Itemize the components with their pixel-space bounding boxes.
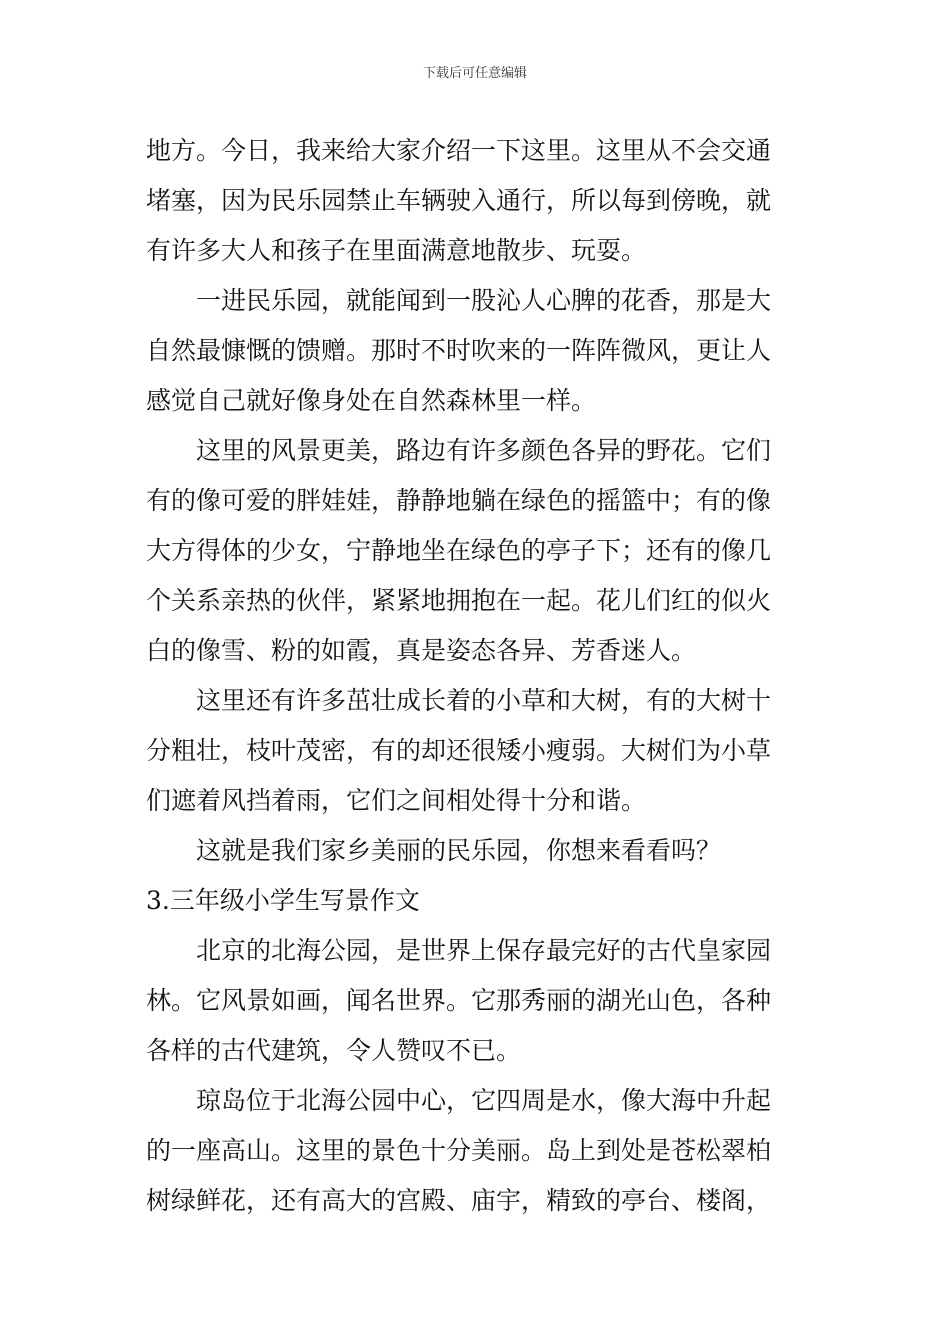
text-line: 这里的风景更美，路边有许多颜色各异的野花。它们	[196, 436, 772, 465]
text-line: 堵塞，因为民乐园禁止车辆驶入通行，所以每到傍晚，就	[146, 186, 772, 215]
text-line: 自然最慷慨的馈赠。那时不时吹来的一阵阵微风，更让人	[146, 336, 772, 365]
text-line: 大方得体的少女，宁静地坐在绿色的亭子下；还有的像几	[146, 536, 772, 565]
text-line: 有许多大人和孩子在里面满意地散步、玩耍。	[146, 236, 647, 265]
text-line: 这就是我们家乡美丽的民乐园，你想来看看吗？	[196, 836, 722, 865]
text-line: 白的像雪、粉的如霞，真是姿态各异、芳香迷人。	[146, 636, 697, 665]
text-line: 分粗壮，枝叶茂密，有的却还很矮小瘦弱。大树们为小草	[146, 736, 772, 765]
text-line: 的一座高山。这里的景色十分美丽。岛上到处是苍松翠柏	[146, 1136, 772, 1165]
text-line: 地方。今日，我来给大家介绍一下这里。这里从不会交通	[146, 136, 772, 165]
text-line: 琼岛位于北海公园中心，它四周是水，像大海中升起	[196, 1086, 772, 1115]
text-line: 树绿鲜花，还有高大的宫殿、庙宇，精致的亭台、楼阁，	[146, 1186, 772, 1215]
text-line: 这里还有许多茁壮成长着的小草和大树，有的大树十	[196, 686, 772, 715]
text-line: 林。它风景如画，闻名世界。它那秀丽的湖光山色，各种	[146, 986, 772, 1015]
section-heading: 3.三年级小学生写景作文	[146, 886, 420, 915]
text-line: 北京的北海公园，是世界上保存最完好的古代皇家园	[196, 936, 772, 965]
text-line: 感觉自己就好像身处在自然森林里一样。	[146, 386, 597, 415]
page-header: 下载后可任意编辑	[422, 66, 527, 81]
text-line: 们遮着风挡着雨，它们之间相处得十分和谐。	[146, 786, 647, 815]
text-line: 个关系亲热的伙伴，紧紧地拥抱在一起。花儿们红的似火	[146, 586, 772, 615]
text-line: 有的像可爱的胖娃娃，静静地躺在绿色的摇篮中；有的像	[146, 486, 772, 515]
document-body	[146, 126, 816, 1226]
text-line: 各样的古代建筑，令人赞叹不已。	[146, 1036, 522, 1065]
text-line: 一进民乐园，就能闻到一股沁人心脾的花香，那是大	[196, 286, 772, 315]
